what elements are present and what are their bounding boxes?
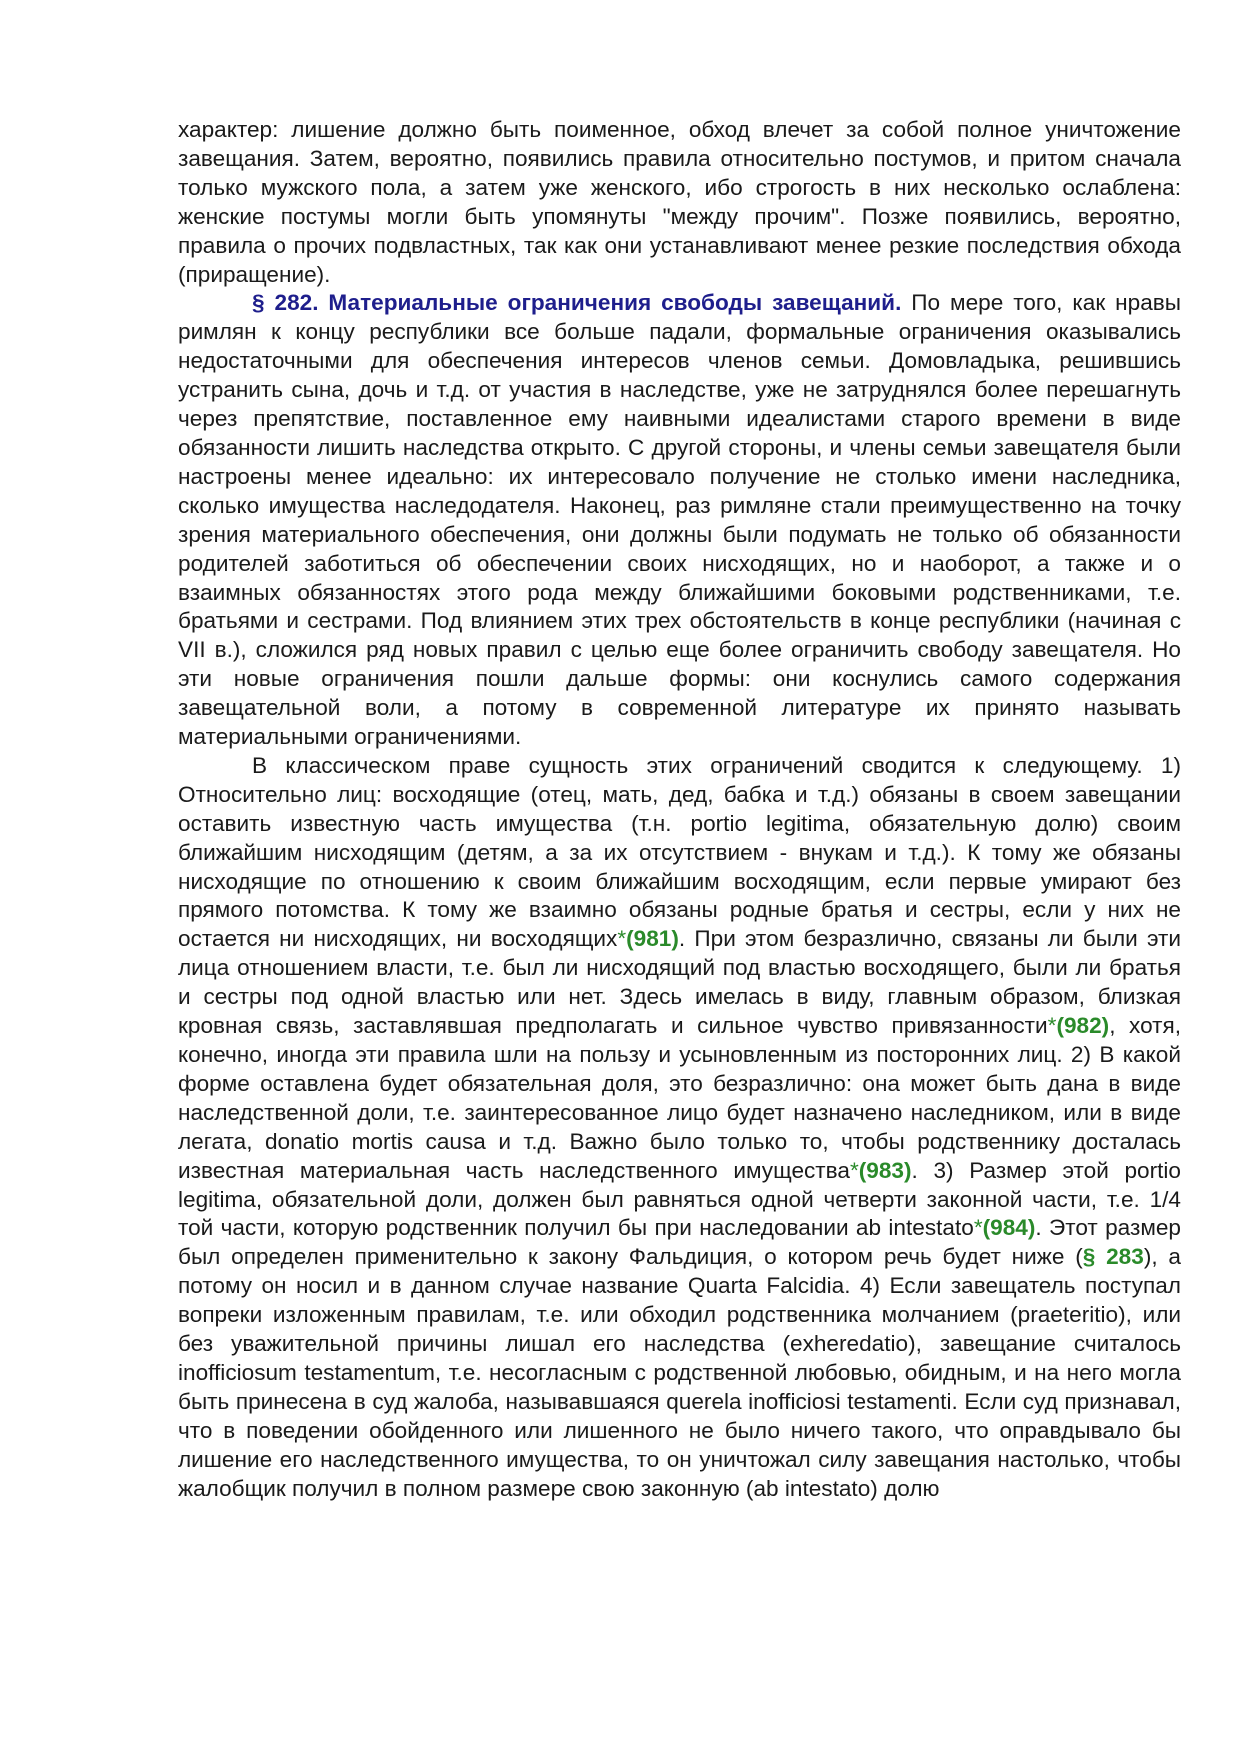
footnote-link-984[interactable]: (984) bbox=[982, 1215, 1036, 1241]
footnote-link-982[interactable]: (982) bbox=[1056, 1013, 1110, 1039]
text-segment: , хотя, конечно, иногда эти правила шли на пользу и усыновленным из посторонних лиц. 2) В какой форме оставлена будет обязательная доля, это безразлично: она может быть дана в виде наследственной доли, т.е. заинтересованное лицо будет назначено наследником, или в виде легата, donatio mortis causa и т.д. Важно было только то, чтобы родственнику досталась известная материальная часть наследственного имущества bbox=[178, 1013, 1181, 1183]
footnote-star: * bbox=[1047, 1013, 1057, 1039]
footnote-link-981[interactable]: (981) bbox=[626, 926, 679, 952]
section-282-heading: § 282. Материальные ограничения свободы завещаний. bbox=[252, 290, 902, 316]
paragraph-continuation: характер: лишение должно быть поименное, обход влечет за собой полное уничтожение завещания. Затем, вероятно, появились правила относительно постумов, и притом сначала только мужского пола, а затем уже женского, ибо строгость в них несколько ослаблена: женские постумы могли быть упомянуты "между прочим". Позже появились, вероятно, правила о прочих подвластных, так как они устанавливают менее резкие последствия обхода (приращение). bbox=[178, 117, 1181, 287]
classical-law-paragraph bbox=[178, 752, 1181, 1504]
text-segment: В классическом праве сущность этих ограничений сводится к следующему. 1) Относительно лиц: восходящие (отец, мать, дед, бабка и т.д.) обязаны в своем завещании оставить известную часть имущества (т.н. portio legitima, обязательную долю) своим ближайшим нисходящим (детям, а за их отсутствием - внукам и т.д.). К тому же обязаны нисходящие по отношению к своим ближайшим восходящим, если первые умирают без прямого потомства. К тому же взаимно обязаны родные братья и сестры, если у них не остается ни нисходящих, ни восходящих bbox=[178, 752, 1181, 952]
text-segment: ), а потому он носил и в данном случае название Quarta Falcidia. 4) Если завещатель поступал вопреки изложенным правилам, т.е. или обходил родственника молчанием (praeteritio), или без уважительной причины лишал его наследства (exheredatio), завещание считалось inofficiosum testamentum, т.е. несогласным с родственной любовью, обидным, и на него могла быть принесена в суд жалоба, называвшаяся querela inofficiosi testamenti. Если суд признавал, что в поведении обойденного или лишенного не было ничего такого, что оправдывало бы лишение его наследственного имущества, то он уничтожал силу завещания настолько, чтобы жалобщик получил в полном размере свою законную (ab intestato) долю bbox=[178, 1244, 1181, 1501]
section-282-text: По мере того, как нравы римлян к концу республики все больше падали, формальные ограничения оказывались недостаточными для обеспечения интересов членов семьи. Домовладыка, решившись устранить сына, дочь и т.д. от участия в наследстве, уже не затруднялся более перешагнуть через препятствие, поставленное ему наивными идеалистами старого времени в виде обязанности лишить наследства открыто. С другой стороны, и члены семьи завещателя были настроены менее идеально: их интересовало получение не столько имени наследника, сколько имущества наследодателя. Наконец, раз римляне стали преимущественно на точку зрения материального обеспечения, они должны были подумать не только об обязанности родителей заботиться об обеспечении своих нисходящих, но и наоборот, а также и о взаимных обязанностях этого рода между ближайшими боковыми родственниками, т.е. братьями и сестрами. Под влиянием этих трех обстоятельств в конце республики (начиная с VII в.), сложился ряд новых правил с целью еще более ограничить свободу завещателя. Но эти новые ограничения пошли дальше формы: они коснулись самого содержания завещательной воли, а потому в современной литературе их принято называть материальными ограничениями. bbox=[178, 290, 1181, 750]
section-283-link[interactable]: § 283 bbox=[1082, 1244, 1144, 1270]
footnote-star: * bbox=[973, 1215, 983, 1241]
footnote-star: * bbox=[617, 926, 627, 952]
section-282-paragraph bbox=[178, 289, 1181, 752]
text-segment: . Этот размер был определен применительно к закону Фальдиция, о котором речь будет ниже ( bbox=[178, 1215, 1181, 1270]
footnote-link-983[interactable]: (983) bbox=[858, 1157, 912, 1183]
footnote-star: * bbox=[849, 1157, 859, 1183]
document-page bbox=[178, 116, 1181, 1504]
text-segment: . 3) Размер этой portio legitima, обязательной доли, должен был равняться одной четверти законной части, т.е. 1/4 той части, которую родственник получил бы при наследовании ab intestato bbox=[178, 1157, 1181, 1241]
text-segment: . При этом безразлично, связаны ли были эти лица отношением власти, т.е. был ли нисходящий под властью восходящего, были ли братья и сестры под одной властью или нет. Здесь имелась в виду, главным образом, близкая кровная связь, заставлявшая предполагать и сильное чувство привязанности bbox=[178, 926, 1181, 1039]
